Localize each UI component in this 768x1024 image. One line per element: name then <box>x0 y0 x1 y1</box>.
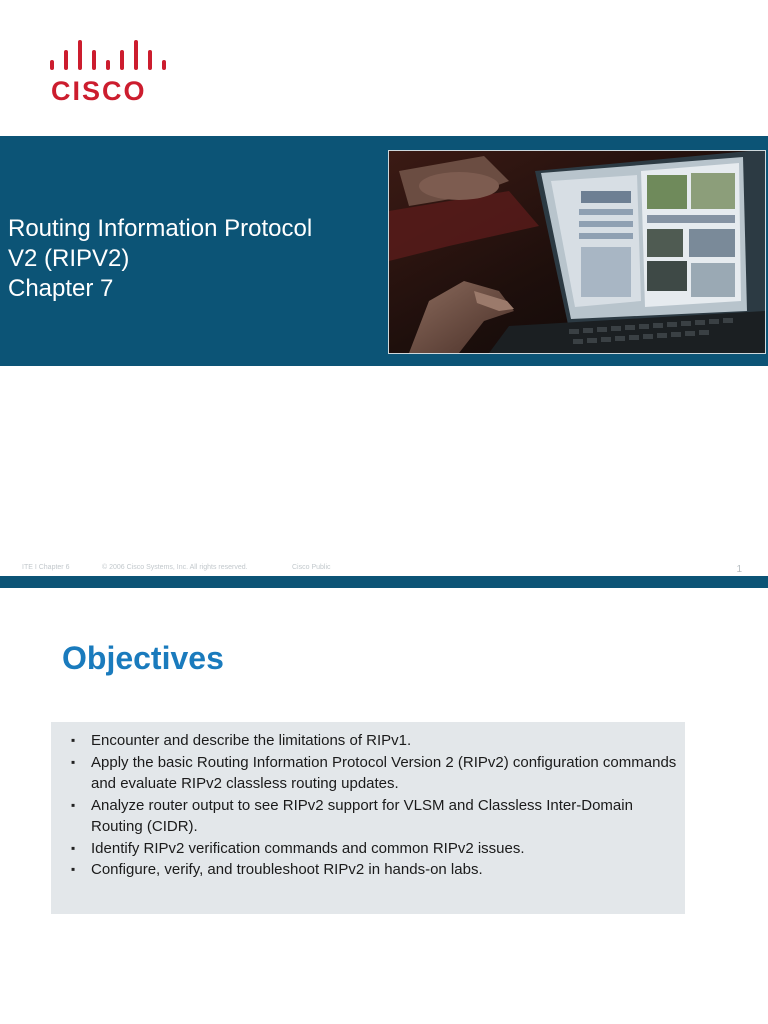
objective-item: ▪ Analyze router output to see RIPv2 support for VLSM and Classless Inter-Domain Routing (CIDR). <box>71 795 679 838</box>
objective-item: ▪ Encounter and describe the limitations of RIPv1. <box>71 730 679 752</box>
cisco-bars-icon <box>50 40 170 74</box>
objectives-slide <box>0 588 768 1024</box>
footer-copyright: © 2006 Cisco Systems, Inc. All rights reserved. <box>102 564 248 571</box>
objectives-box <box>51 722 685 914</box>
objectives-title: Objectives <box>62 640 224 676</box>
slide-title <box>8 214 378 304</box>
title-banner <box>0 136 768 366</box>
slide-divider <box>0 576 768 588</box>
title-line-1: Routing Information Protocol <box>8 215 313 242</box>
objectives-list <box>71 730 679 881</box>
title-line-3: Chapter 7 <box>8 275 114 302</box>
laptop-photo-icon <box>389 151 765 353</box>
objective-item: ▪ Identify RIPv2 verification commands and common RIPv2 issues. <box>71 838 679 860</box>
footer-course: ITE I Chapter 6 <box>22 564 70 571</box>
objective-item: ▪ Configure, verify, and troubleshoot RIPv2 in hands-on labs. <box>71 859 679 881</box>
slide-number: 1 <box>736 564 742 575</box>
objective-item: ▪ Apply the basic Routing Information Protocol Version 2 (RIPv2) configuration commands and evaluate RIPv2 classless routing updates. <box>71 752 679 795</box>
laptop-photo <box>388 150 766 354</box>
cisco-logo <box>50 40 170 110</box>
title-line-2: V2 (RIPV2) <box>8 245 130 272</box>
footer-classification: Cisco Public <box>292 564 331 571</box>
slide-footer <box>0 560 768 576</box>
cisco-wordmark: CISCO <box>51 76 147 106</box>
